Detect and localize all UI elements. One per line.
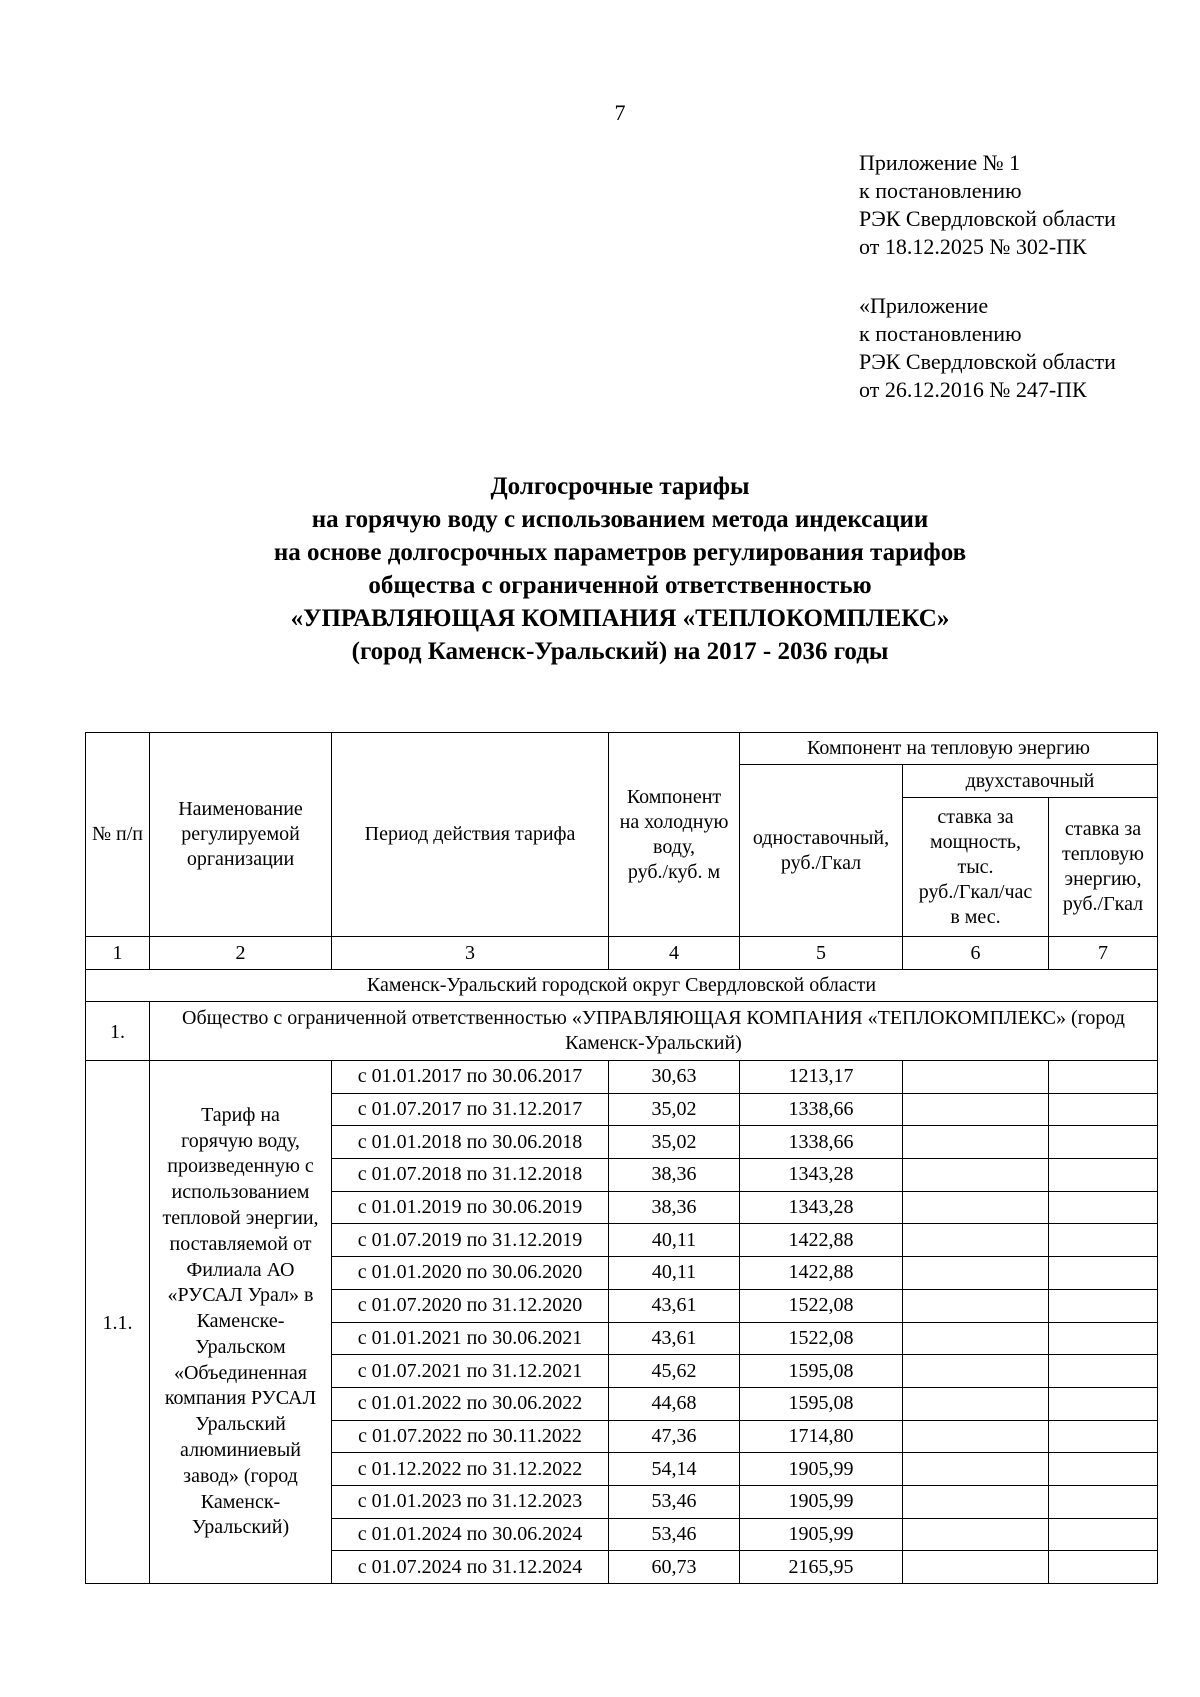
single-rate-cell: 1338,66: [740, 1093, 903, 1126]
period-cell: с 01.07.2017 по 31.12.2017: [332, 1093, 609, 1126]
header-capacity-rate: [903, 798, 1049, 937]
period-cell: с 01.12.2022 по 31.12.2022: [332, 1453, 609, 1486]
period-cell: с 01.07.2019 по 31.12.2019: [332, 1224, 609, 1257]
energy-rate-cell: [1049, 1191, 1158, 1224]
appendix-2-line: от 26.12.2016 № 247-ПК: [859, 377, 1087, 402]
appendix-1-line: РЭК Свердловской области: [859, 206, 1116, 231]
period-cell: с 01.07.2020 по 31.12.2020: [332, 1289, 609, 1322]
org-row-num: 1.: [86, 1002, 150, 1061]
single-rate-cell: 1343,28: [740, 1191, 903, 1224]
energy-rate-cell: [1049, 1420, 1158, 1453]
energy-rate-cell: [1049, 1061, 1158, 1094]
capacity-rate-cell: [903, 1159, 1049, 1192]
capacity-rate-cell: [903, 1420, 1049, 1453]
cold-water-cell: 38,36: [609, 1191, 740, 1224]
capacity-rate-cell: [903, 1257, 1049, 1290]
header-two-rate: двухставочный: [903, 765, 1158, 798]
period-cell: с 01.01.2021 по 30.06.2021: [332, 1322, 609, 1355]
energy-rate-cell: [1049, 1224, 1158, 1257]
single-rate-cell: 1522,08: [740, 1322, 903, 1355]
header-single-rate-line: одноставочный,: [752, 826, 890, 849]
header-energy-rate-line: энергию,: [1064, 868, 1142, 890]
single-rate-cell: 2165,95: [740, 1551, 903, 1584]
header-cold-water: [609, 733, 740, 937]
page-number: 7: [614, 100, 626, 125]
period-cell: с 01.07.2024 по 31.12.2024: [332, 1551, 609, 1584]
single-rate-cell: 1343,28: [740, 1159, 903, 1192]
capacity-rate-cell: [903, 1551, 1049, 1584]
table-row: [86, 1061, 1158, 1094]
capacity-rate-cell: [903, 1322, 1049, 1355]
header-capacity-rate-line: в мес.: [950, 905, 1001, 928]
title-line: на горячую воду с использованием метода индексации: [311, 506, 929, 533]
header-energy-rate-line: руб./Гкал: [1062, 893, 1144, 915]
single-rate-cell: 1338,66: [740, 1126, 903, 1159]
energy-rate-cell: [1049, 1159, 1158, 1192]
single-rate-cell: 1422,88: [740, 1224, 903, 1257]
column-number: 7: [1049, 937, 1158, 970]
tariff-group-num: 1.1.: [86, 1061, 150, 1584]
energy-rate-cell: [1049, 1453, 1158, 1486]
header-org-name-line: регулируемой: [181, 823, 300, 845]
header-period: Период действия тарифа: [332, 733, 609, 937]
column-number: 1: [86, 937, 150, 970]
period-cell: с 01.01.2023 по 31.12.2023: [332, 1485, 609, 1518]
period-cell: с 01.01.2018 по 30.06.2018: [332, 1126, 609, 1159]
period-cell: с 01.01.2024 по 30.06.2024: [332, 1518, 609, 1551]
header-capacity-rate-line: мощность,: [930, 830, 1021, 853]
org-row-name: Общество с ограниченной ответственностью «УПРАВЛЯЮЩАЯ КОМПАНИЯ «ТЕПЛОКОМПЛЕКС» (город Каменск-Уральский): [150, 1002, 1158, 1061]
single-rate-cell: 1522,08: [740, 1289, 903, 1322]
capacity-rate-cell: [903, 1518, 1049, 1551]
energy-rate-cell: [1049, 1257, 1158, 1290]
header-num: № п/п: [86, 733, 150, 937]
single-rate-cell: 1213,17: [740, 1061, 903, 1094]
energy-rate-cell: [1049, 1355, 1158, 1388]
appendix-1-line: от 18.12.2025 № 302-ПК: [859, 234, 1087, 259]
cold-water-cell: 44,68: [609, 1387, 740, 1420]
period-cell: с 01.07.2022 по 30.11.2022: [332, 1420, 609, 1453]
single-rate-cell: 1714,80: [740, 1420, 903, 1453]
column-number: 2: [150, 937, 332, 970]
energy-rate-cell: [1049, 1485, 1158, 1518]
capacity-rate-cell: [903, 1485, 1049, 1518]
header-energy-rate-line: ставка за: [1064, 818, 1142, 840]
cold-water-cell: 40,11: [609, 1257, 740, 1290]
capacity-rate-cell: [903, 1355, 1049, 1388]
energy-rate-cell: [1049, 1387, 1158, 1420]
header-heat-component: Компонент на тепловую энергию: [740, 733, 1158, 765]
cold-water-cell: 38,36: [609, 1159, 740, 1192]
tariff-group-name-text: Тариф на горячую воду, произведенную с использованием тепловой энергии, поставляемой от Филиала АО «РУСАЛ Урал» в Каменске- Уральском «Объединенная компания РУСАЛ Уральский алюминиевый завод» (город Каменск- Уральский): [162, 1103, 319, 1539]
energy-rate-cell: [1049, 1518, 1158, 1551]
single-rate-cell: 1422,88: [740, 1257, 903, 1290]
period-cell: с 01.07.2018 по 31.12.2018: [332, 1159, 609, 1192]
column-number: 4: [609, 937, 740, 970]
cold-water-cell: 35,02: [609, 1093, 740, 1126]
appendix-2-line: РЭК Свердловской области: [859, 349, 1116, 374]
header-single-rate-line: руб./Гкал: [780, 851, 862, 874]
period-cell: с 01.01.2019 по 30.06.2019: [332, 1191, 609, 1224]
capacity-rate-cell: [903, 1126, 1049, 1159]
header-org-name-line: Наименование: [178, 798, 303, 820]
period-cell: с 01.01.2022 по 30.06.2022: [332, 1387, 609, 1420]
capacity-rate-cell: [903, 1191, 1049, 1224]
cold-water-cell: 47,36: [609, 1420, 740, 1453]
period-cell: с 01.07.2021 по 31.12.2021: [332, 1355, 609, 1388]
energy-rate-cell: [1049, 1322, 1158, 1355]
tariff-group-name: [150, 1061, 332, 1584]
tariffs-table: [85, 732, 1158, 1584]
title-line: «УПРАВЛЯЮЩАЯ КОМПАНИЯ «ТЕПЛОКОМПЛЕКС»: [290, 605, 950, 632]
cold-water-cell: 60,73: [609, 1551, 740, 1584]
header-cold-water-line: на холодную: [619, 810, 729, 833]
appendix-2-line: «Приложение: [859, 293, 989, 318]
appendix-1-reference: [859, 149, 1116, 261]
capacity-rate-cell: [903, 1061, 1049, 1094]
cold-water-cell: 43,61: [609, 1322, 740, 1355]
cold-water-cell: 43,61: [609, 1289, 740, 1322]
cold-water-cell: 53,46: [609, 1485, 740, 1518]
header-org-name: [150, 733, 332, 937]
energy-rate-cell: [1049, 1551, 1158, 1584]
region-row: Каменск-Уральский городской округ Свердловской области: [86, 970, 1158, 1002]
single-rate-cell: 1595,08: [740, 1387, 903, 1420]
cold-water-cell: 53,46: [609, 1518, 740, 1551]
single-rate-cell: 1905,99: [740, 1453, 903, 1486]
title-line: Долгосрочные тарифы: [490, 473, 750, 500]
header-org-name-line: организации: [186, 848, 295, 870]
capacity-rate-cell: [903, 1289, 1049, 1322]
capacity-rate-cell: [903, 1224, 1049, 1257]
energy-rate-cell: [1049, 1093, 1158, 1126]
header-cold-water-line: руб./куб. м: [627, 860, 721, 883]
title-line: общества с ограниченной ответственностью: [368, 572, 872, 599]
capacity-rate-cell: [903, 1387, 1049, 1420]
column-number: 3: [332, 937, 609, 970]
title-line: (город Каменск-Уральский) на 2017 - 2036 годы: [351, 638, 889, 665]
cold-water-cell: 35,02: [609, 1126, 740, 1159]
capacity-rate-cell: [903, 1453, 1049, 1486]
header-energy-rate: [1049, 798, 1158, 937]
period-cell: с 01.01.2017 по 30.06.2017: [332, 1061, 609, 1094]
single-rate-cell: 1905,99: [740, 1518, 903, 1551]
header-capacity-rate-line: ставка за: [937, 805, 1014, 828]
energy-rate-cell: [1049, 1126, 1158, 1159]
appendix-1-line: Приложение № 1: [859, 150, 1021, 175]
header-cold-water-line: воду,: [653, 835, 695, 858]
appendix-2-line: к постановлению: [859, 321, 1022, 346]
cold-water-cell: 30,63: [609, 1061, 740, 1094]
period-cell: с 01.01.2020 по 30.06.2020: [332, 1257, 609, 1290]
header-capacity-rate-line: руб./Гкал/час: [918, 880, 1033, 903]
header-energy-rate-line: тепловую: [1061, 843, 1144, 865]
cold-water-cell: 45,62: [609, 1355, 740, 1388]
single-rate-cell: 1595,08: [740, 1355, 903, 1388]
appendix-1-line: к постановлению: [859, 178, 1022, 203]
title-line: на основе долгосрочных параметров регулирования тарифов: [273, 539, 967, 566]
column-number: 6: [903, 937, 1049, 970]
header-capacity-rate-line: тыс.: [957, 855, 994, 878]
energy-rate-cell: [1049, 1289, 1158, 1322]
cold-water-cell: 54,14: [609, 1453, 740, 1486]
single-rate-cell: 1905,99: [740, 1485, 903, 1518]
column-number: 5: [740, 937, 903, 970]
header-cold-water-line: Компонент: [626, 785, 722, 808]
document-title: [0, 470, 1200, 668]
capacity-rate-cell: [903, 1093, 1049, 1126]
cold-water-cell: 40,11: [609, 1224, 740, 1257]
appendix-2-reference: [859, 292, 1116, 404]
header-single-rate: [740, 765, 903, 937]
